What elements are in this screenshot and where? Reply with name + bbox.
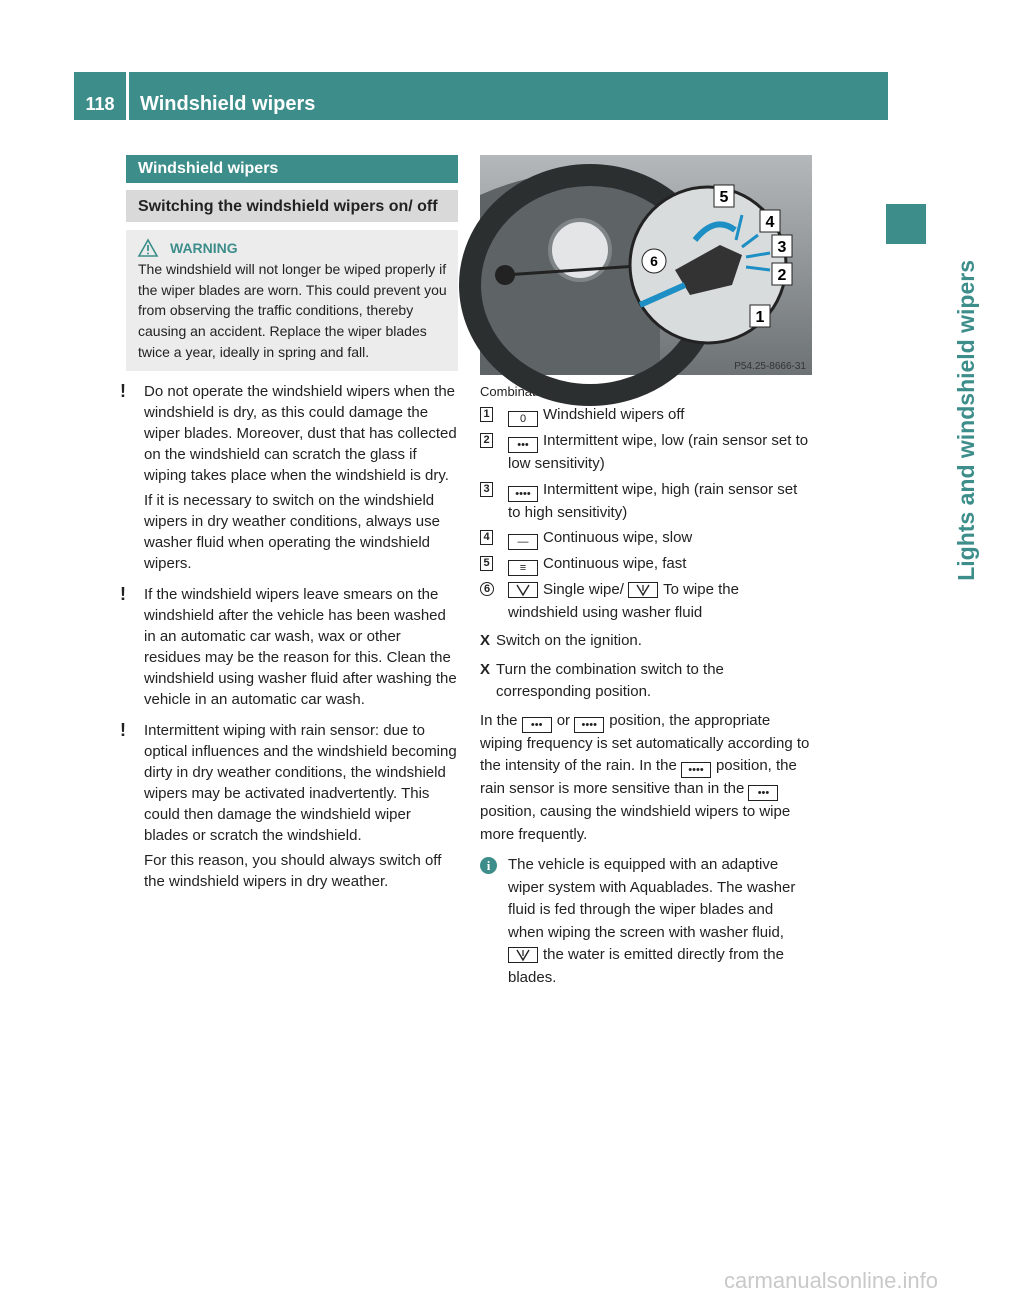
list-item: 5 ≡ Continuous wipe, fast [480, 553, 812, 576]
subsection-title: Switching the windshield wipers on/ off [126, 190, 458, 222]
washer-fluid-icon [508, 947, 538, 963]
intermittent-high-icon: •••• [508, 486, 538, 502]
single-wipe-icon [508, 582, 538, 598]
intermittent-low-icon: ••• [522, 717, 552, 733]
header-divider [126, 72, 129, 120]
list-item: 6 Single wipe/ To wipe the windshield using washer fluid [480, 579, 812, 624]
section-title: Windshield wipers [126, 155, 458, 183]
figure-caption: Combination switch [480, 384, 593, 399]
step-arrow-icon: X [480, 660, 491, 678]
callout-3: 3 [777, 239, 787, 256]
intermittent-low-icon: ••• [748, 785, 778, 801]
header-title: Windshield wipers [140, 93, 316, 115]
info-icon: i [480, 857, 497, 874]
warning-triangle-icon [138, 239, 160, 257]
washer-fluid-icon [628, 582, 658, 598]
info-note: i The vehicle is equipped with an adaptive wiper system with Aquablades. The washer fluid is fed through the wiper blades and when wiping the screen with washer fluid, the water is emitted directly from the blades. [480, 854, 812, 989]
page-header [74, 72, 888, 120]
intermittent-low-icon: ••• [508, 437, 538, 453]
exclamation-icon: ! [120, 583, 126, 604]
step-item: X Switch on the ignition. [480, 630, 812, 653]
intermittent-high-icon: •••• [574, 717, 604, 733]
callout-1: 1 [755, 309, 765, 326]
exclamation-icon: ! [120, 719, 126, 740]
combination-switch-figure [480, 155, 812, 375]
caution-note: ! Intermittent wiping with rain sensor: due to optical influences and the windshield becoming dirty in dry weather conditions, the windshield wipers may be activated inadvertently. This could then damage the windshield wiper blades or scratch the windshield. For this reason, you should always switch off the windshield wipers in dry weather. [120, 719, 457, 890]
wiper-off-icon: 0 [508, 411, 538, 427]
warning-heading: WARNING [138, 238, 450, 259]
sidebar-tab-square [886, 204, 926, 244]
figure-code: P54.25-8666-31 [734, 361, 806, 372]
callout-5: 5 [719, 189, 729, 206]
page-number: 118 [85, 94, 115, 114]
caution-note: ! If the windshield wipers leave smears on the windshield after the vehicle has been washed in an automatic car wash, wax or other residues may be the reason for this. Clean the windshield using washer fluid after washing the vehicle in an automatic car wash. [120, 583, 457, 708]
continuous-fast-icon: ≡ [508, 560, 538, 576]
left-column [116, 155, 458, 892]
list-item: 4 — Continuous wipe, slow [480, 527, 812, 550]
step-item: X Turn the combination switch to the corresponding position. [480, 660, 724, 700]
callout-6: 6 [650, 253, 658, 269]
steering-wheel-illustration [480, 155, 812, 375]
caution-note: ! Do not operate the windshield wipers when the windshield is dry, as this could damage the wiper blades. Moreover, dust that has collected on the windshield can scratch the glass if wiping takes place when the windshield is dry. If it is necessary to switch on the windshield wipers in dry weather conditions, always use washer fluid when operating the windshield wipers. [120, 380, 457, 572]
warning-text: The windshield will not longer be wiped properly if the wiper blades are worn. This could prevent you from observing the traffic conditions, thereby causing an accident. Replace the wiper blades twice a year, ideally in spring and fall. [138, 260, 447, 360]
sidebar-label: Lights and windshield wipers [953, 260, 979, 581]
watermark: carmanualsonline.info [723, 1268, 938, 1293]
callout-2: 2 [777, 267, 787, 284]
step-arrow-icon: X [480, 632, 491, 649]
callout-4: 4 [765, 214, 775, 231]
warning-box [126, 230, 458, 371]
right-column [480, 155, 812, 989]
exclamation-icon: ! [120, 380, 126, 401]
list-item: 3 •••• Intermittent wipe, high (rain sensor set to high sensitivity) [480, 479, 812, 525]
list-item: 1 0 Windshield wipers off [480, 404, 812, 427]
intermittent-high-icon: •••• [681, 762, 711, 778]
list-item: 2 ••• Intermittent wipe, low (rain sensor set to low sensitivity) [480, 430, 812, 476]
continuous-slow-icon: — [508, 534, 538, 550]
rain-sensor-paragraph: In the ••• or •••• position, the appropriate wiping frequency is set automatically according to the intensity of the rain. In the •••• position, the rain sensor is more sensitive than in the •••position, causing the windshield wipers to wipe more frequently. [480, 711, 810, 843]
